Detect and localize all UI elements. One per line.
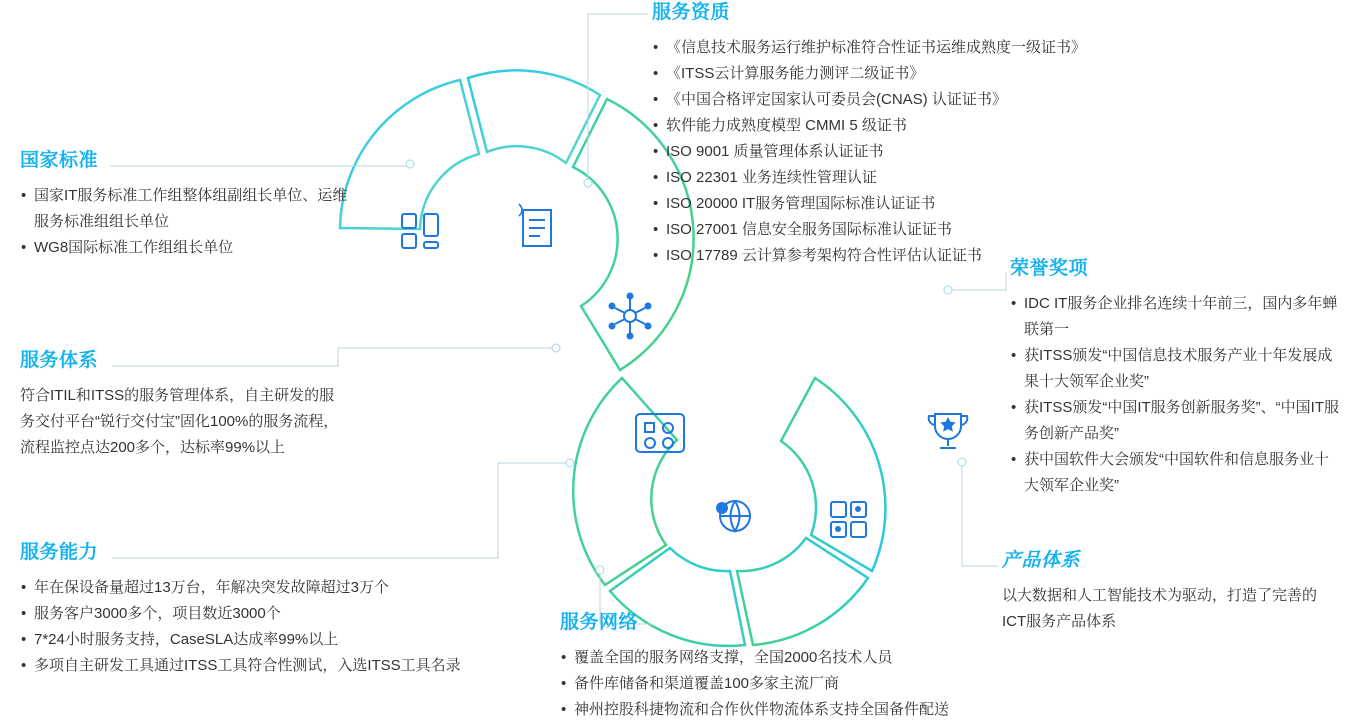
certificate-document-icon (519, 204, 551, 246)
block-title-product-system: 产品体系 (1002, 550, 1081, 571)
segment-product-system (781, 378, 885, 571)
list-item: • ISO 22301 业务连续性管理认证 (652, 165, 1082, 191)
paragraph-service-system: 符合ITIL和ITSS的服务管理体系，自主研发的服务交付平台“锐行交付宝”固化100%的服务流程，流程监控点达200多个，达标率99%以上 (20, 386, 339, 456)
ring-lower (573, 378, 885, 646)
list-item: • 获中国软件大会颁发“中国软件和信息服务业十大领军企业奖” (1010, 447, 1340, 499)
list-item: • ISO 17789 云计算参考架构符合性评估认证证书 (652, 243, 1082, 269)
list-item: • 7*24小时服务支持，CaseSLA达成率99%以上 (20, 627, 520, 653)
list-item: • ISO 27001 信息安全服务国际标准认证证书 (652, 217, 1082, 243)
paragraph-product-system: 以大数据和人工智能技术为驱动，打造了完善的ICT服务产品体系 (1002, 586, 1318, 630)
block-honors-awards (1010, 258, 1340, 499)
list-item: • 《中国合格评定国家认可委员会(CNAS) 认证证书》 (652, 87, 1082, 113)
list-item: • WG8国际标准工作组组长单位 (20, 235, 350, 261)
list-service-capability (20, 575, 520, 679)
list-item: • 软件能力成熟度模型 CMMI 5 级证书 (652, 113, 1082, 139)
globe-people-icon (716, 501, 750, 531)
list-item: • 《信息技术服务运行维护标准符合性证书运维成熟度一级证书》 (652, 35, 1082, 61)
list-national-standard (20, 183, 350, 261)
block-service-system (20, 350, 350, 461)
list-item: • 《ITSS云计算服务能力测评二级证书》 (652, 61, 1082, 87)
block-title-service-capability: 服务能力 (20, 542, 99, 563)
list-item: • ISO 9001 质量管理体系认证证书 (652, 139, 1082, 165)
list-item: • ISO 20000 IT服务管理国际标准认证证书 (652, 191, 1082, 217)
block-title-service-qualification: 服务资质 (652, 2, 731, 23)
list-honors-awards (1010, 291, 1340, 499)
list-item: • 获ITSS颁发“中国信息技术服务产业十年发展成果十大领军企业奖” (1010, 343, 1340, 395)
list-item: • 覆盖全国的服务网络支撑，全国2000名技术人员 (560, 645, 980, 671)
block-national-standard (20, 150, 350, 261)
block-title-honors-awards: 荣誉奖项 (1010, 258, 1089, 279)
block-service-capability (20, 542, 520, 679)
list-service-network (560, 645, 980, 723)
list-item: • 国家IT服务标准工作组整体组副组长单位、运维服务标准组组长单位 (20, 183, 350, 235)
list-item: • IDC IT服务企业排名连续十年前三，国内多年蝉联第一 (1010, 291, 1340, 343)
trophy-icon (929, 414, 968, 448)
segment-service-qualification (468, 70, 600, 163)
block-title-national-standard: 国家标准 (20, 150, 99, 171)
block-title-service-system: 服务体系 (20, 350, 99, 371)
list-item: • 年在保设备量超过13万台，年解决突发故障超过3万个 (20, 575, 520, 601)
block-title-service-network: 服务网络 (560, 612, 639, 633)
list-item: • 神州控股科捷物流和合作伙伴物流体系支持全国备件配送 (560, 697, 980, 723)
list-item: • 服务客户3000多个，项目数近3000个 (20, 601, 520, 627)
list-item: • 多项自主研发工具通过ITSS工具符合性测试，入选ITSS工具名录 (20, 653, 520, 679)
block-service-network (560, 612, 980, 723)
block-product-system (1002, 550, 1342, 635)
list-item: • 备件库储备和渠道覆盖100多家主流厂商 (560, 671, 980, 697)
ring-upper (340, 70, 694, 370)
list-item: • 获ITSS颁发“中国IT服务创新服务奖”、“中国IT服务创新产品奖” (1010, 395, 1340, 447)
segment-national-standard (340, 80, 479, 229)
